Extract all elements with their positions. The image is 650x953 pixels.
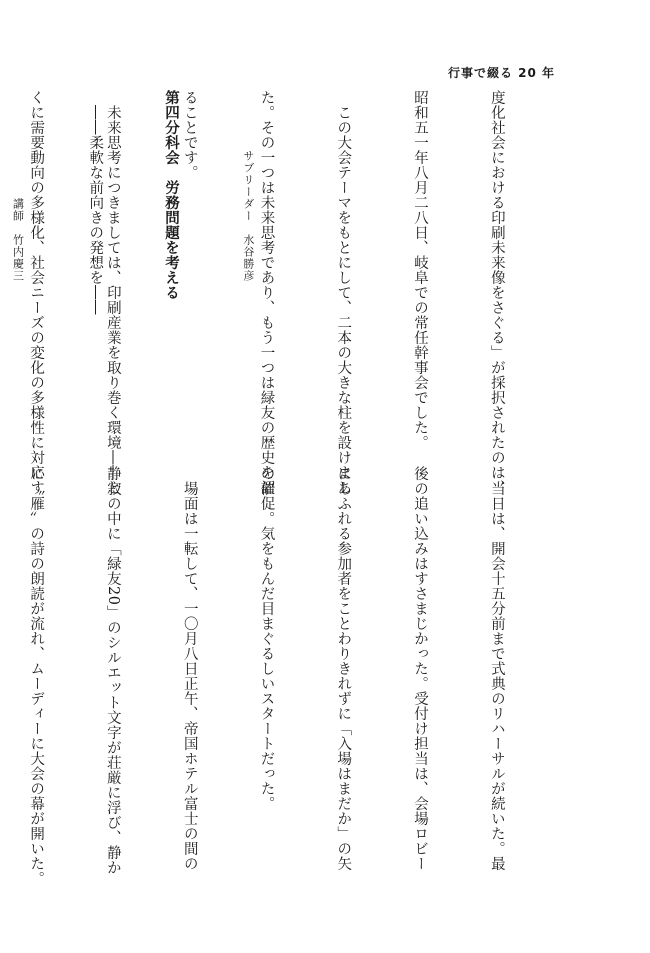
text-line: 未来思考につきましては、印刷産業を取り巻く環境――と: [104, 90, 121, 495]
text-line: た。その一つは未来思考であり、もう一つは緑友の歴史を語: [258, 90, 275, 495]
text-line: に〝雁〟の詩の朗読が流れ、ムーディーに大会の幕が開いた。: [28, 466, 45, 886]
text-line: 度化社会における印刷未来像をさぐる」が採択されたのは、: [488, 90, 505, 495]
text-line: くに需要動向の多様化、社会ニーズの変化の多様性に対応す: [28, 90, 45, 495]
text-line: ることです。: [181, 90, 198, 180]
text-line: にあふれる参加者をことわりきれずに「入場はまだか」の矢: [335, 466, 352, 871]
program-list-block: [0, 90, 312, 886]
text-line: この大会テーマをもとにして、二本の大きな柱を設けまし: [335, 90, 352, 495]
program-line: サブリーダー 水谷勝彦: [241, 90, 255, 282]
session-subtitle: ――柔軟な前向きの発想を――: [87, 90, 104, 315]
session-title: 第四分科会 労務問題を考える: [163, 90, 181, 300]
text-line: 静寂の中に「緑友20」のシルエット文字が荘厳に浮び、静か: [104, 466, 121, 876]
text-line: 後の追い込みはすさまじかった。受付け担当は、会場ロビー: [412, 466, 429, 871]
text-line: 昭和五一年八月二八日、岐阜での常任幹事会でした。: [412, 90, 429, 450]
program-line: 講師 竹内慶三: [11, 90, 25, 282]
text-line: の催促。気をもんだ目まぐるしいスタートだった。: [258, 466, 275, 811]
page-header: 行事で綴る 20 年: [447, 66, 555, 80]
text-line: 場面は一転して、一〇月八日正午、帝国ホテル富士の間の: [181, 466, 198, 871]
text-line: 当日は、開会十五分前まで式典のリハーサルが続いた。最: [488, 466, 505, 871]
